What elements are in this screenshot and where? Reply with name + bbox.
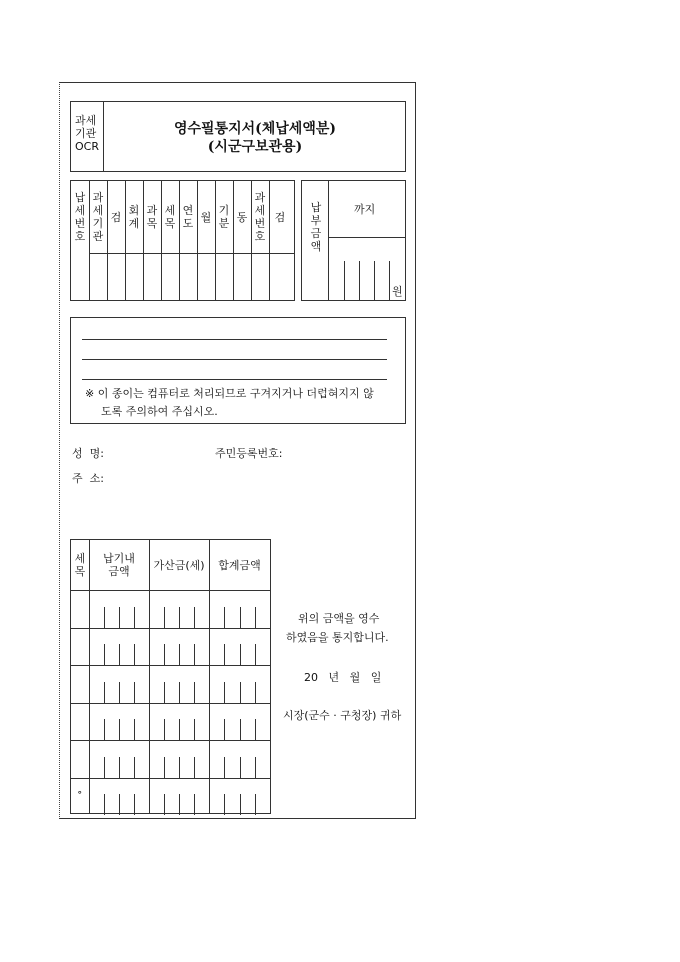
- address-label: 주 소:: [72, 472, 104, 485]
- codes-col-label: 세 목: [164, 204, 176, 230]
- notice-text-line1: ※ 이 종이는 컴퓨터로 처리되므로 구겨지거나 더럽혀지지 않: [85, 387, 374, 400]
- notice-box: [70, 317, 406, 424]
- tax-item-header: 세 목: [74, 552, 86, 578]
- payment-amount-label: 납 부 금 액: [310, 201, 322, 253]
- codes-col-label: 검: [274, 210, 286, 224]
- codes-col-label: 동: [236, 210, 248, 224]
- receipt-line1: 위의 금액을 영수: [298, 612, 380, 625]
- addressee: 시장(군수 · 구청장) 귀하: [283, 709, 402, 722]
- header-box: [70, 101, 406, 172]
- codes-col-label: 검: [110, 210, 122, 224]
- date-line: 20 년 월 일: [304, 671, 382, 684]
- codes-col-label: 기 분: [218, 204, 230, 230]
- codes-col-label: 과 세 기 관: [92, 191, 104, 243]
- codes-col-label: 과 목: [146, 204, 158, 230]
- amount-in-term-header: 납기내 금액: [103, 552, 135, 578]
- ocr-label: 과세 기관 OCR: [75, 114, 99, 153]
- form-title-line1: 영수필통지서(체납세액분): [173, 121, 336, 137]
- codes-col-label: 회 계: [128, 204, 140, 230]
- won-unit: 원: [392, 285, 403, 298]
- codes-col-label: 월: [200, 210, 212, 224]
- form-title-line2: (시군구보관용): [207, 139, 303, 155]
- resident-id-label: 주민등록번호:: [215, 447, 283, 460]
- form-title: [104, 120, 406, 156]
- tax-table: [70, 539, 271, 814]
- codes-col-label: 과 세 번 호: [254, 191, 266, 243]
- payment-amount-box: [301, 180, 406, 301]
- codes-col-label: 납 세 번 호: [74, 191, 86, 243]
- codes-col-label: 연 도: [182, 204, 194, 230]
- name-label: 성 명:: [72, 447, 104, 460]
- codes-table: [70, 180, 295, 301]
- receipt-line2: 하였음을 통지합니다.: [286, 631, 389, 644]
- total-header: 합계금액: [218, 558, 261, 572]
- until-label: 까지: [354, 203, 376, 216]
- surcharge-header: 가산금(세): [153, 558, 205, 572]
- last-row-mark: ˚: [77, 789, 83, 803]
- notice-text-line2: 도록 주의하여 주십시오.: [101, 405, 218, 418]
